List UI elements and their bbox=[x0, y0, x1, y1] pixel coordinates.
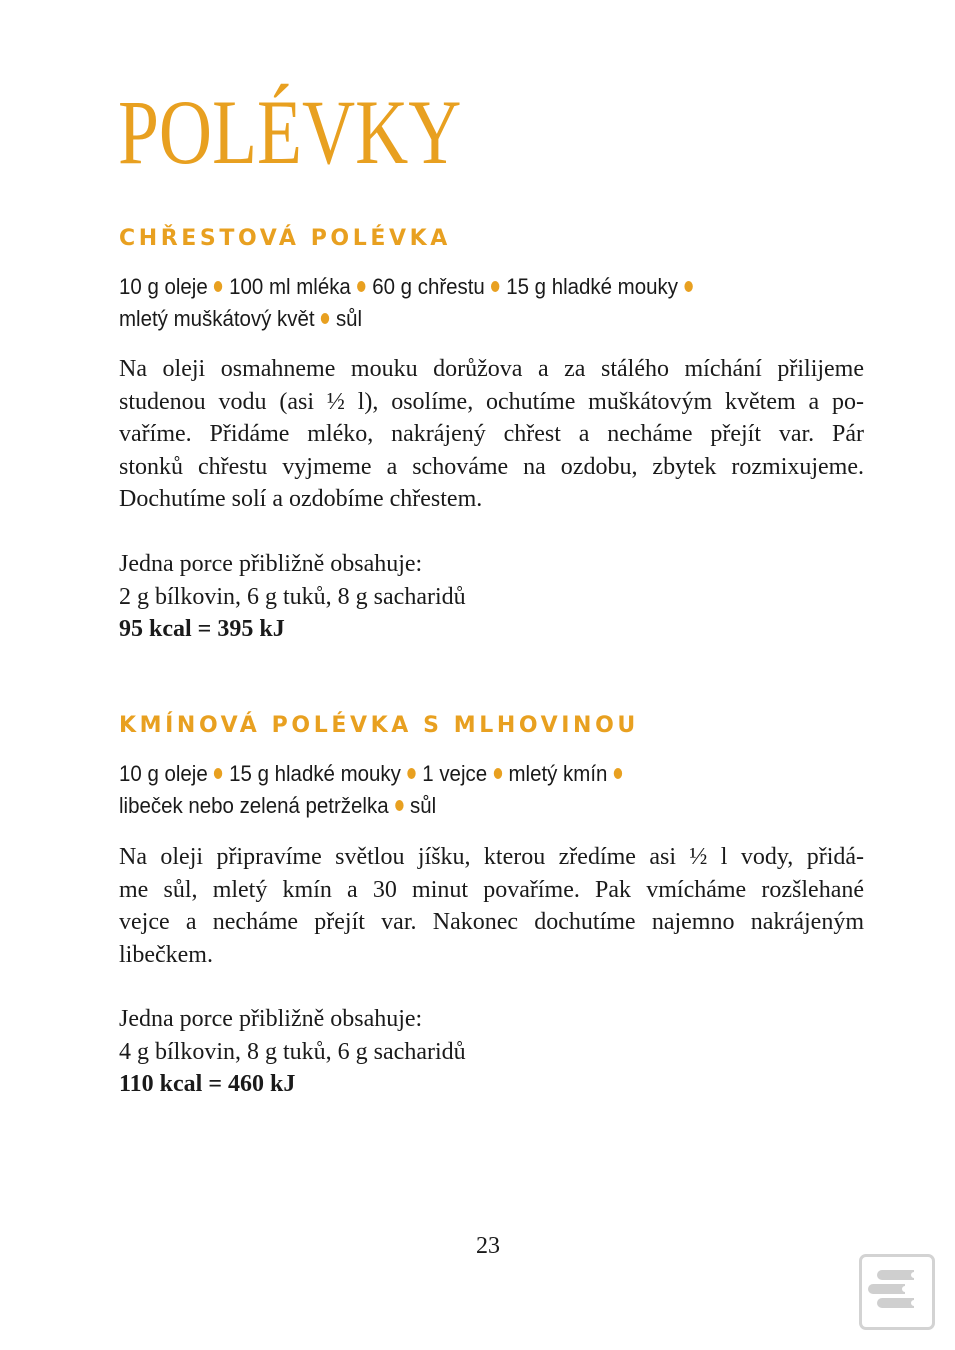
bullet-icon bbox=[321, 313, 329, 324]
recipe-instructions bbox=[119, 841, 864, 971]
instructions-line: me sůl, mletý kmín a 30 minut povaříme. Pak vmícháme rozšlehané bbox=[119, 876, 864, 903]
ingredients-list bbox=[119, 271, 826, 335]
bullet-icon bbox=[684, 281, 692, 292]
instructions-line: studenou vodu (asi ½ l), osolíme, ochutíme muškátovým květem a po- bbox=[119, 388, 864, 415]
nutrition-info bbox=[119, 548, 466, 646]
energy-value: 110 kcal = 460 kJ bbox=[119, 1071, 296, 1097]
ingredient: 100 ml mléka bbox=[229, 274, 351, 299]
nutrition-info bbox=[119, 1003, 466, 1101]
ingredient: 10 g oleje bbox=[119, 274, 208, 299]
bullet-icon bbox=[357, 281, 365, 292]
instructions-line: vejce a necháme přejít var. Nakonec dochutíme najemno nakrájeným bbox=[119, 909, 864, 935]
instructions-line: stonků chřestu vyjmeme a schováme na ozdobu, zbytek rozmixujeme. bbox=[119, 453, 864, 480]
ingredient: libeček nebo zelená petrželka bbox=[119, 793, 389, 818]
recipe-title: CHŘESTOVÁ POLÉVKA bbox=[119, 226, 451, 251]
nutrition-intro: Jedna porce přibližně obsahuje: bbox=[119, 551, 423, 577]
library-button[interactable] bbox=[859, 1254, 935, 1330]
page-title: POLÉVKY bbox=[118, 81, 462, 183]
instructions-line: Dochutíme solí a ozdobíme chřestem. bbox=[119, 486, 483, 512]
recipe-instructions bbox=[119, 353, 864, 516]
nutrition-values: 2 g bílkovin, 6 g tuků, 8 g sacharidů bbox=[119, 583, 466, 610]
ingredients-line bbox=[119, 758, 826, 790]
ingredient: sůl bbox=[409, 793, 437, 818]
bullet-icon bbox=[494, 768, 502, 779]
ingredients-line bbox=[119, 271, 826, 303]
bullet-icon bbox=[214, 768, 222, 779]
ingredients-line bbox=[119, 790, 826, 822]
ingredients-list bbox=[119, 758, 826, 822]
instructions-line: libečkem. bbox=[119, 941, 213, 968]
bullet-icon bbox=[491, 281, 499, 292]
bullet-icon bbox=[395, 800, 403, 811]
ingredient: 60 g chřestu bbox=[372, 274, 485, 299]
books-stack-icon bbox=[862, 1257, 932, 1327]
bullet-icon bbox=[407, 768, 415, 779]
instructions-line: Na oleji připravíme světlou jíšku, kterou zředíme asi ½ l vody, přidá- bbox=[119, 844, 864, 870]
ingredient: 15 g hladké mouky bbox=[229, 761, 401, 786]
instructions-line: vaříme. Přidáme mléko, nakrájený chřest a necháme přejít var. Pár bbox=[119, 421, 864, 447]
recipe-title: KMÍNOVÁ POLÉVKA S MLHOVINOU bbox=[119, 713, 639, 738]
bullet-icon bbox=[614, 768, 622, 779]
instructions-line: Na oleji osmahneme mouku dorůžova a za stálého míchání přilijeme bbox=[119, 356, 864, 382]
bullet-icon bbox=[214, 281, 222, 292]
ingredients-line bbox=[119, 303, 826, 335]
ingredient: 1 vejce bbox=[422, 761, 488, 786]
ingredient: 10 g oleje bbox=[119, 761, 208, 786]
page-number: 23 bbox=[476, 1233, 500, 1259]
ingredient: mletý muškátový květ bbox=[119, 306, 315, 331]
nutrition-values: 4 g bílkovin, 8 g tuků, 6 g sacharidů bbox=[119, 1038, 466, 1065]
ingredient: mletý kmín bbox=[508, 761, 608, 786]
energy-value: 95 kcal = 395 kJ bbox=[119, 616, 285, 642]
ingredient: sůl bbox=[335, 306, 363, 331]
ingredient: 15 g hladké mouky bbox=[506, 274, 678, 299]
nutrition-intro: Jedna porce přibližně obsahuje: bbox=[119, 1006, 423, 1032]
